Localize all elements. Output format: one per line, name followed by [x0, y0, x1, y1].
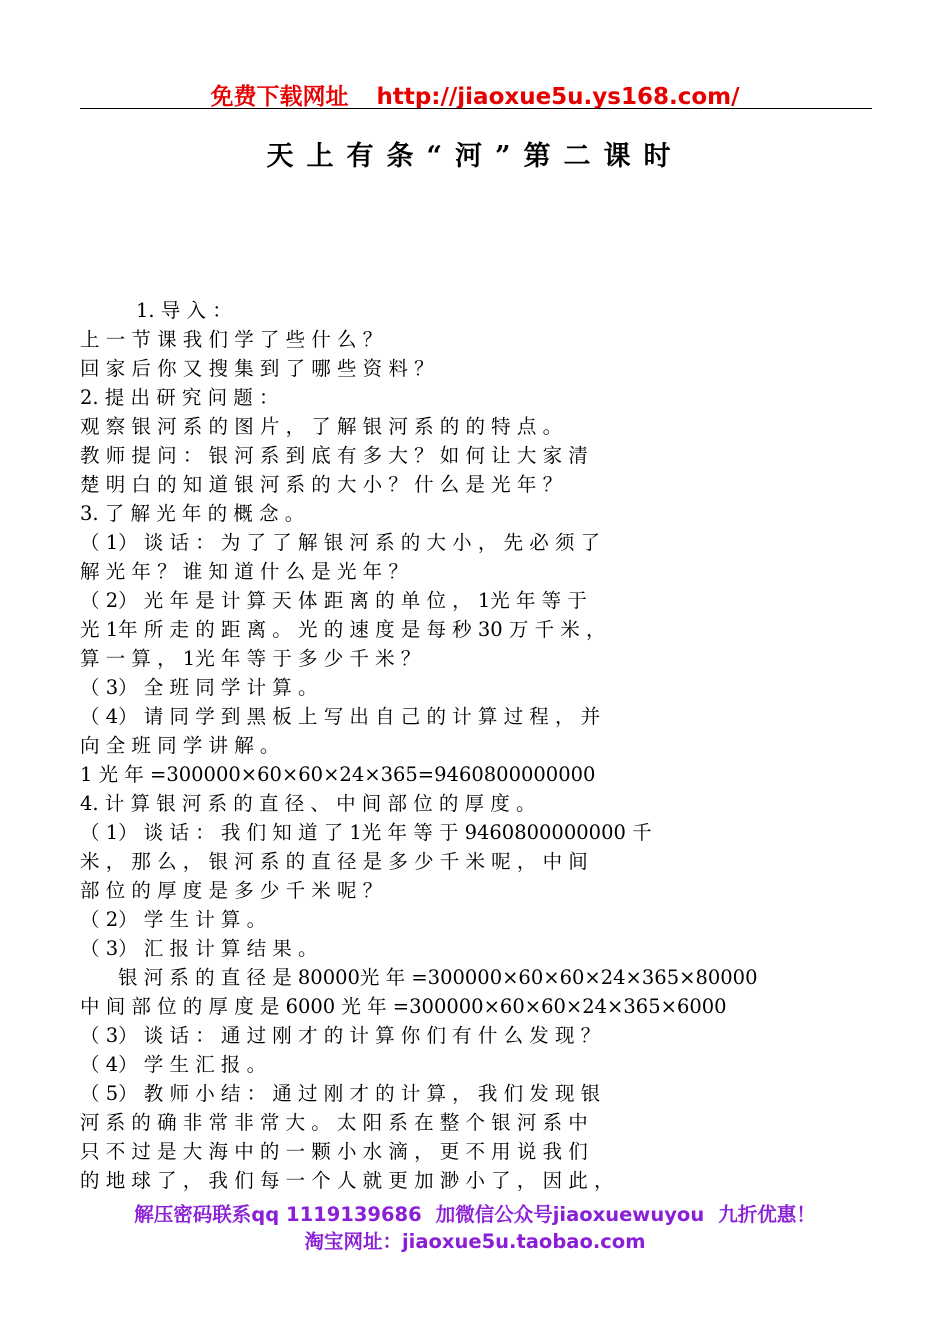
body-line: （ 3） 全 班 同 学 计 算 。 — [80, 676, 318, 699]
discount-text: 九折优惠！ — [718, 1203, 816, 1226]
body-line: 3. 了 解 光 年 的 概 念 。 — [80, 502, 305, 525]
body-line: （ 4） 请 同 学 到 黑 板 上 写 出 自 己 的 计 算 过 程 ， 并 — [80, 705, 601, 728]
body-line: 光 1年 所 走 的 距 离 。 光 的 速 度 是 每 秒 30 万 千 米 ， — [80, 618, 606, 641]
download-header — [0, 78, 950, 111]
page-title: 天上有条“河”第二课时 — [266, 141, 684, 172]
body-line: （ 3） 汇 报 计 算 结 果 。 — [80, 937, 318, 960]
download-label: 免费下载网址 — [210, 84, 349, 110]
body-line: 4. 计 算 银 河 系 的 直 径 、 中 间 部 位 的 厚 度 。 — [80, 792, 536, 815]
body-line: 解 光 年 ？ 谁 知 道 什 么 是 光 年 ？ — [80, 560, 408, 583]
body-line: 上 一 节 课 我 们 学 了 些 什 么 ？ — [80, 328, 383, 351]
download-url-link[interactable]: http://jiaoxue5u.ys168.com/ — [376, 84, 740, 110]
body-line: 银 河 系 的 直 径 是 80000光 年 =300000×60×60×24×365×80000 — [118, 966, 758, 989]
contact-label: 解压密码联系 — [134, 1203, 252, 1226]
body-line: 算 一 算 ， 1光 年 等 于 多 少 千 米 ？ — [80, 647, 421, 670]
body-line: 楚 明 白 的 知 道 银 河 系 的 大 小 ？ 什 么 是 光 年 ？ — [80, 473, 563, 496]
body-line: 的 地 球 了 ， 我 们 每 一 个 人 就 更 加 渺 小 了 ， 因 此 ， — [80, 1169, 614, 1192]
body-line: （ 2） 学 生 计 算 。 — [80, 908, 267, 931]
body-line: 1. 导 入 ： — [136, 299, 232, 322]
footer-contact — [0, 1199, 950, 1227]
body-line: 河 系 的 确 非 常 非 常 大 。 太 阳 系 在 整 个 银 河 系 中 — [80, 1111, 588, 1134]
qq-number: qq 1119139686 — [251, 1203, 422, 1226]
body-line: 回 家 后 你 又 搜 集 到 了 哪 些 资 料 ？ — [80, 357, 434, 380]
body-line: （ 5） 教 师 小 结 ： 通 过 刚 才 的 计 算 ， 我 们 发 现 银 — [80, 1082, 601, 1105]
body-line: 1 光 年 =300000×60×60×24×365=9460800000000 — [80, 763, 596, 786]
body-line: （ 4） 学 生 汇 报 。 — [80, 1053, 267, 1076]
body-line: （ 1） 谈 话 ： 我 们 知 道 了 1光 年 等 于 9460800000000 千 — [80, 821, 652, 844]
body-line: （ 3） 谈 话 ： 通 过 刚 才 的 计 算 你 们 有 什 么 发 现 ？ — [80, 1024, 601, 1047]
body-line: （ 1） 谈 话 ： 为 了 了 解 银 河 系 的 大 小 ， 先 必 须 了 — [80, 531, 601, 554]
body-line: 观 察 银 河 系 的 图 片 ， 了 解 银 河 系 的 的 特 点 。 — [80, 415, 563, 438]
body-line: 中 间 部 位 的 厚 度 是 6000 光 年 =300000×60×60×24×365×6000 — [80, 995, 727, 1018]
taobao-url-link[interactable]: jiaoxue5u.taobao.com — [401, 1230, 646, 1253]
body-line: （ 2） 光 年 是 计 算 天 体 距 离 的 单 位 ， 1光 年 等 于 — [80, 589, 587, 612]
body-line: 向 全 班 同 学 讲 解 。 — [80, 734, 280, 757]
body-line: 教 师 提 问 ： 银 河 系 到 底 有 多 大 ？ 如 何 让 大 家 清 — [80, 444, 588, 467]
wechat-label: 加微信公众号 — [435, 1203, 553, 1226]
body-line: 米 ， 那 么 ， 银 河 系 的 直 径 是 多 少 千 米 呢 ， 中 间 — [80, 850, 588, 873]
header-divider — [80, 108, 872, 109]
body-line: 部 位 的 厚 度 是 多 少 千 米 呢 ？ — [80, 879, 383, 902]
taobao-label: 淘宝网址： — [304, 1230, 402, 1253]
wechat-id: jiaoxuewuyou — [552, 1203, 705, 1226]
body-line: 只 不 过 是 大 海 中 的 一 颗 小 水 滴 ， 更 不 用 说 我 们 — [80, 1140, 588, 1163]
footer-taobao — [0, 1226, 950, 1254]
body-line: 2. 提 出 研 究 问 题 ： — [80, 386, 279, 409]
